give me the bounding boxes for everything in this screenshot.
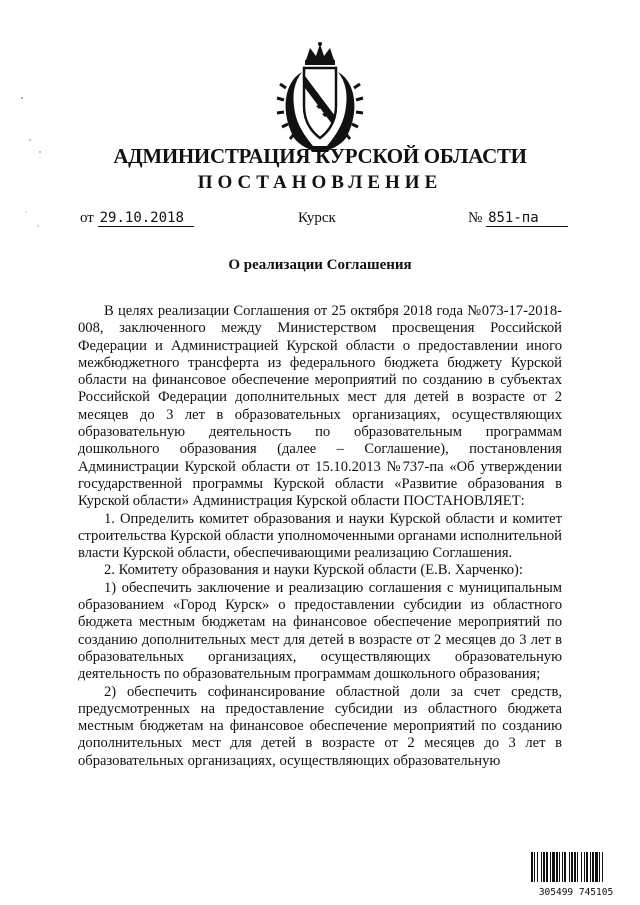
document-date <box>80 210 194 227</box>
body-paragraph: 2. Комитету образования и науки Курской области (Е.В. Харченко): <box>104 562 523 579</box>
coat-of-arms-icon <box>272 42 368 154</box>
barcode-bars <box>531 852 621 882</box>
body-paragraph: 1. Определить комитет образования и науки Курской области и комитет строительства Курской области уполномоченными органами исполнительной власти Курской области, обеспечивающими реализацию Соглашения. <box>78 510 562 562</box>
number-value: 851-па <box>486 210 568 227</box>
body-paragraph: В целях реализации Соглашения от 25 октября 2018 года №073-17-2018-008, заключенного между Министерством просвещения Российской Федерации и Администрацией Курской области о предоставлении иного межбюджетного трансферта из федерального бюджета бюджету Курской области на финансовое обеспечение мероприятий по созданию в субъектах Российской Федерации дополнительных мест для детей в возрасте от 2 месяцев до 3 лет в образовательных организациях, осуществляющих образовательную деятельность по образовательным программам дошкольного образования (далее – Соглашение), постановления Администрации Курской области от 15.10.2013 №737-па «Об утверждении государственной программы Курской области «Развитие образования в Курской области» Администрация Курской области ПОСТАНОВЛЯЕТ: <box>78 303 562 510</box>
document-subject: О реализации Соглашения <box>228 257 412 273</box>
scan-specks <box>0 0 60 905</box>
document-body <box>78 303 562 770</box>
date-prefix: от <box>80 210 94 226</box>
document-city: Курск <box>298 210 336 226</box>
document-number <box>468 210 568 227</box>
body-paragraph: 1) обеспечить заключение и реализацию соглашения с муниципальным образованием «Город Курск» о предоставлении субсидии из областного бюджета местным бюджетам на финансовое обеспечение мероприятий по созданию дополнительных мест для детей в возрасте от 2 месяцев до 3 лет в образовательных организациях, осуществляющих образовательную деятельность по образовательным программам дошкольного образования; <box>78 579 562 683</box>
date-value: 29.10.2018 <box>98 210 194 227</box>
document-type-title: ПОСТАНОВЛЕНИЕ <box>197 172 443 193</box>
organization-title: АДМИНИСТРАЦИЯ КУРСКОЙ ОБЛАСТИ <box>113 144 527 168</box>
barcode-number: 305499 745105 <box>538 887 614 898</box>
number-prefix: № <box>468 210 483 226</box>
body-paragraph: 2) обеспечить софинансирование областной доли за счет средств, предусмотренных на предоставление субсидии из областного бюджета местным бюджетам на финансовое обеспечение мероприятий по созданию дополнительных мест для детей в возрасте от 2 месяцев до 3 лет в образовательных организациях, осуществляющих образовательную <box>78 683 562 769</box>
barcode <box>531 852 621 898</box>
